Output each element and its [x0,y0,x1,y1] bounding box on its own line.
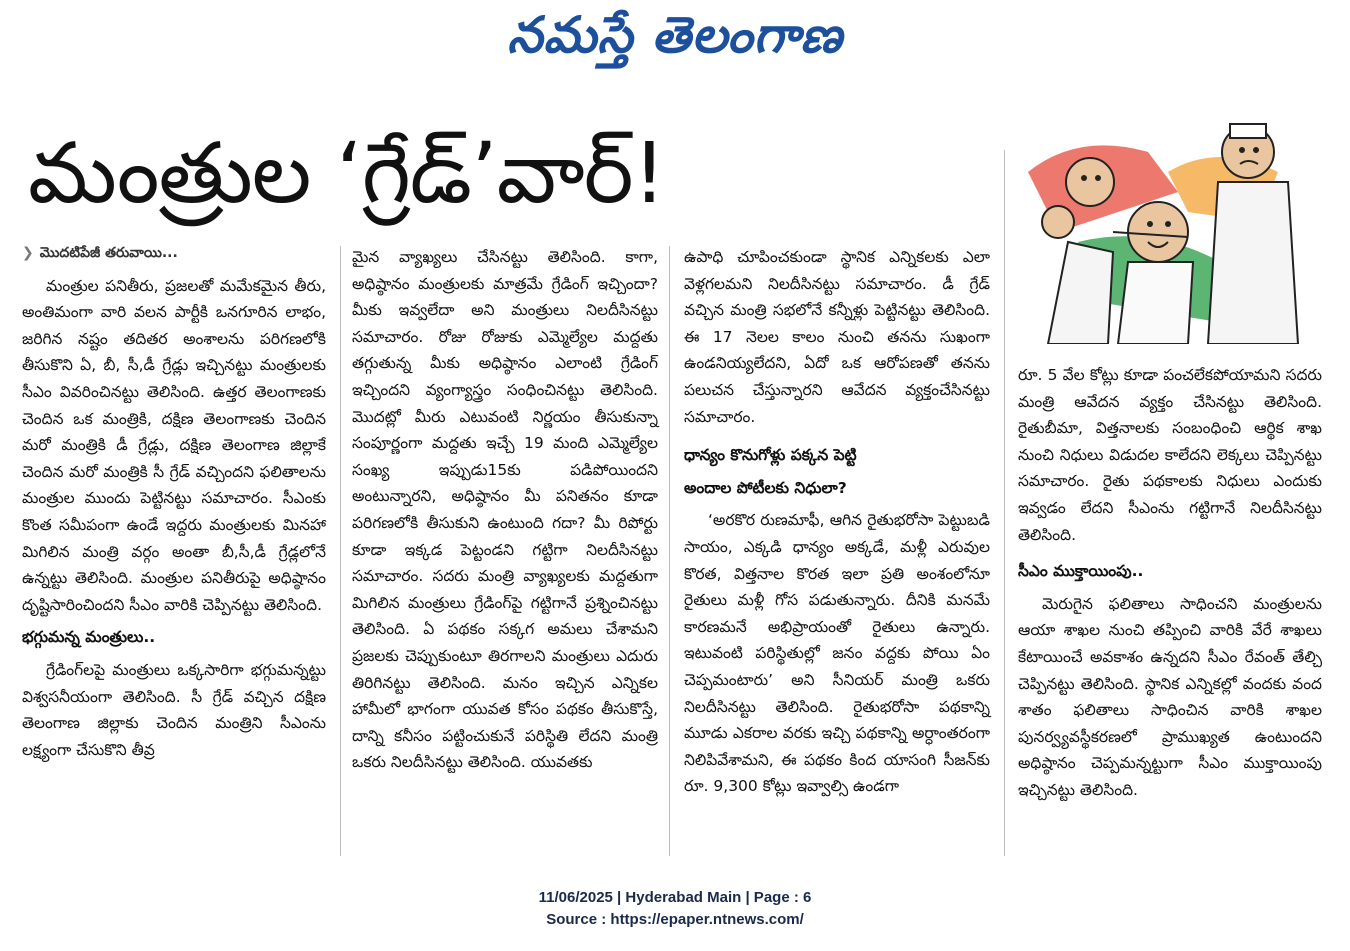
paragraph: ‘అరకొర రుణమాఫీ, ఆగిన రైతుభరోసా పెట్టుబడి సాయం, ఎక్కడి ధాన్యం అక్కడే, మళ్లీ ఎరువుల కొరత, విత్తనాల కొరత ఇలా ప్రతి అంశంలోనూ రైతులు మళ్లీ గోస పడుతున్నారు. దీనికి మనమే కారణమనే అభిప్రాయంతో రైతులు ఉన్నారు. ఇటువంటి పరిస్థితుల్లో జనం వద్దకు పోయి ఏం చెప్పమంటారు’ అని సీనియర్ మంత్రి ఒకరు నిలదీసినట్టు తెలిసింది. రైతుభరోసా పథకాన్ని మూడు ఎకరాల వరకు ఇచ్చి పథకాన్ని అర్ధాంతరంగా నిలిపివేశామని, ఈ పథకం కింద యాసంగి సీజన్‌కు రూ. 9,300 కోట్లు ఇవ్వాల్సి ఉండగా [684,511,990,796]
paragraph: ఉపాధి చూపించకుండా స్థానిక ఎన్నికలకు ఎలా వెళ్లగలమని నిలదీసినట్టు సమాచారం. డీ గ్రేడ్ వచ్చిన మంత్రి సభలోనే కన్నీళ్లు పెట్టినట్టు తెలిసింది. ఈ 17 నెలల కాలం నుంచి తనను సుఖంగా ఉండనియ్యలేదని, ఏదో ఒక ఆరోపణతో తనను పలుచన చేస్తున్నారని ఆవేదన వ్యక్తంచేసినట్టు సమాచారం. [684,248,990,426]
article-column-1 [22,240,326,763]
footer-date-edition: 11/06/2025 | Hyderabad Main | Page : 6 [538,889,812,906]
article-column-2 [352,244,658,776]
paragraph: గ్రేడింగ్‌లపై మంత్రులు ఒక్కసారిగా భగ్గుమన్నట్టు విశ్వసనీయంగా తెలిసింది. సీ గ్రేడ్ వచ్చిన దక్షిణ తెలంగాణ జిల్లాకు చెందిన మంత్రిని సీఎంను లక్ష్యంగా చేసుకొని తీవ్ర [22,660,326,759]
column-divider [669,246,670,856]
chevron-right-icon: ❯ [22,245,34,261]
subheading: అందాల పోటీలకు నిధులా? [684,478,847,497]
paragraph: మైన వ్యాఖ్యలు చేసినట్టు తెలిసింది. కాగా, అధిష్ఠానం మంత్రులకు మాత్రమే గ్రేడింగ్ ఇచ్చిందా? మీకు ఇవ్వలేదా అని మంత్రులు నిలదీసినట్టు సమాచారం. రోజు రోజుకు ఎమ్మెల్యేల మద్దతు తగ్గుతున్న మీకు అధిష్ఠానం ఎలాంటి గ్రేడింగ్ ఇచ్చిందని వ్యంగ్యాస్త్రం సంధించినట్టు తెలిసింది. మొదట్లో మీరు ఎటువంటి నిర్ణయం తీసుకున్నా సంపూర్ణంగా మద్దతు ఇచ్చే 19 మంది ఎమ్మెల్యేల సంఖ్య ఇప్పుడు15కు పడిపోయిందని అంటున్నారని, అధిష్ఠానం మీ పనితనం కూడా పరిగణలోకి తీసుకుని ఉంటుంది గదా? మీ రిపోర్టు కూడా ఇక్కడ పెట్టండని గట్టిగా నిలదీసినట్టు సమాచారం. సదరు మంత్రి వ్యాఖ్యలకు మద్దతుగా మిగిలిన మంత్రులు గ్రేడింగ్‌పై గట్టిగానే ప్రశ్నించినట్టు తెలిసింది. ఏ పథకం సక్కగ అమలు చేశామని ప్రజలకు చెప్పుకుంటూ తిరగాలని మంత్రులు ఎదురు తిరిగినట్టు తెలిసింది. మనం ఇచ్చిన ఎన్నికల హామీలో భాగంగా యువత కోసం పథకం తీసుకొస్తే, దాన్ని కనీసం పట్టించుకునే పరిస్థితి లేదని మంత్రి ఒకరు నిలదీసినట్టు తెలిసింది. యువతకు [352,248,658,772]
article-column-3 [684,244,990,800]
subheading: ధాన్యం కొనుగోళ్లు పక్కన పెట్టి [684,446,857,465]
political-cartoon-illustration [1018,112,1322,344]
paragraph: రూ. 5 వేల కోట్లు కూడా పంచలేకపోయామని సదరు మంత్రి ఆవేదన వ్యక్తం చేసినట్టు తెలిసింది. రైతుబీమా, విత్తనాలకు సంబంధించి ఆర్థిక శాఖ నుంచి నిధులు విడుదల కాలేదని లెక్కలు చెప్పినట్టు సమాచారం. రైతు పథకాలకు నిధులు ఎందుకు ఇవ్వడం లేదని సీఎంను గట్టిగానే నిలదీసినట్టు తెలిసింది. [1018,366,1322,544]
article-column-4 [1018,362,1322,804]
subheading: భగ్గుమన్న మంత్రులు.. [22,628,156,647]
paragraph: మెరుగైన ఫలితాలు సాధించని మంత్రులను ఆయా శాఖల నుంచి తప్పించి వారికి వేరే శాఖలు కేటాయించే అవకాశం ఉన్నదని సీఎం రేవంత్ తేల్చి చెప్పినట్టు తెలిసింది. స్థానిక ఎన్నికల్లో వందకు వంద శాతం ఫలితాలు సాధించిన వారికి శాఖల పునర్వ్యవస్థీకరణలో ప్రాముఖ్యత ఉంటుందని అధిష్ఠానం చెప్పమన్నట్టుగా సీఎం ముక్తాయింపు ఇచ్చినట్టు తెలిసింది. [1018,594,1322,799]
headline: మంత్రుల ‘గ్రేడ్’వార్! [28,124,666,222]
footer-source: Source : https://epaper.ntnews.com/ [546,911,804,928]
paragraph: మంత్రుల పనితీరు, ప్రజలతో మమేకమైన తీరు, అంతిమంగా వారి వలన పార్టీకి ఒనగూరిన లాభం, జరిగిన నష్టం తదితర అంశాలను పరిగణలోకి తీసుకొని ఏ, బీ, సీ,డీ గ్రేడ్లు ఇచ్చినట్టు మంత్రులకు సీఎం వివరించినట్టు తెలిసింది. ఉత్తర తెలంగాణకు చెందిన ఒక మంత్రికి, దక్షిణ తెలంగాణకు చెందిన మరో మంత్రికి డీ గ్రేడ్లు, దక్షిణ తెలంగాణ జిల్లాకే చెందిన మరో మంత్రికి సీ గ్రేడ్ వచ్చిందని ఫలితాలను మంత్రుల ముందు పెట్టినట్టు సమాచారం. సీఎంకు కొంత సమీపంగా ఉండే ఇద్దరు మంత్రులకు మినహా మిగిలిన మంత్రి వర్గం అంతా బీ,సీ,డీ గ్రేడ్లలోనే ఉన్నట్టు తెలిసింది. మంత్రుల పనితీరుపై అధిష్ఠానం దృష్టిసారించిందని సీఎం వారికి చెప్పినట్టు తెలిసింది. [22,276,326,614]
kicker-text: మొదటిపేజీ తరువాయి... [39,245,178,261]
column-divider [340,246,341,856]
kicker [22,240,326,267]
subheading: సీఎం ముక్తాయింపు.. [1018,562,1144,581]
column-divider [1004,150,1005,856]
masthead: నమస్తే తెలంగాణ [507,6,843,64]
